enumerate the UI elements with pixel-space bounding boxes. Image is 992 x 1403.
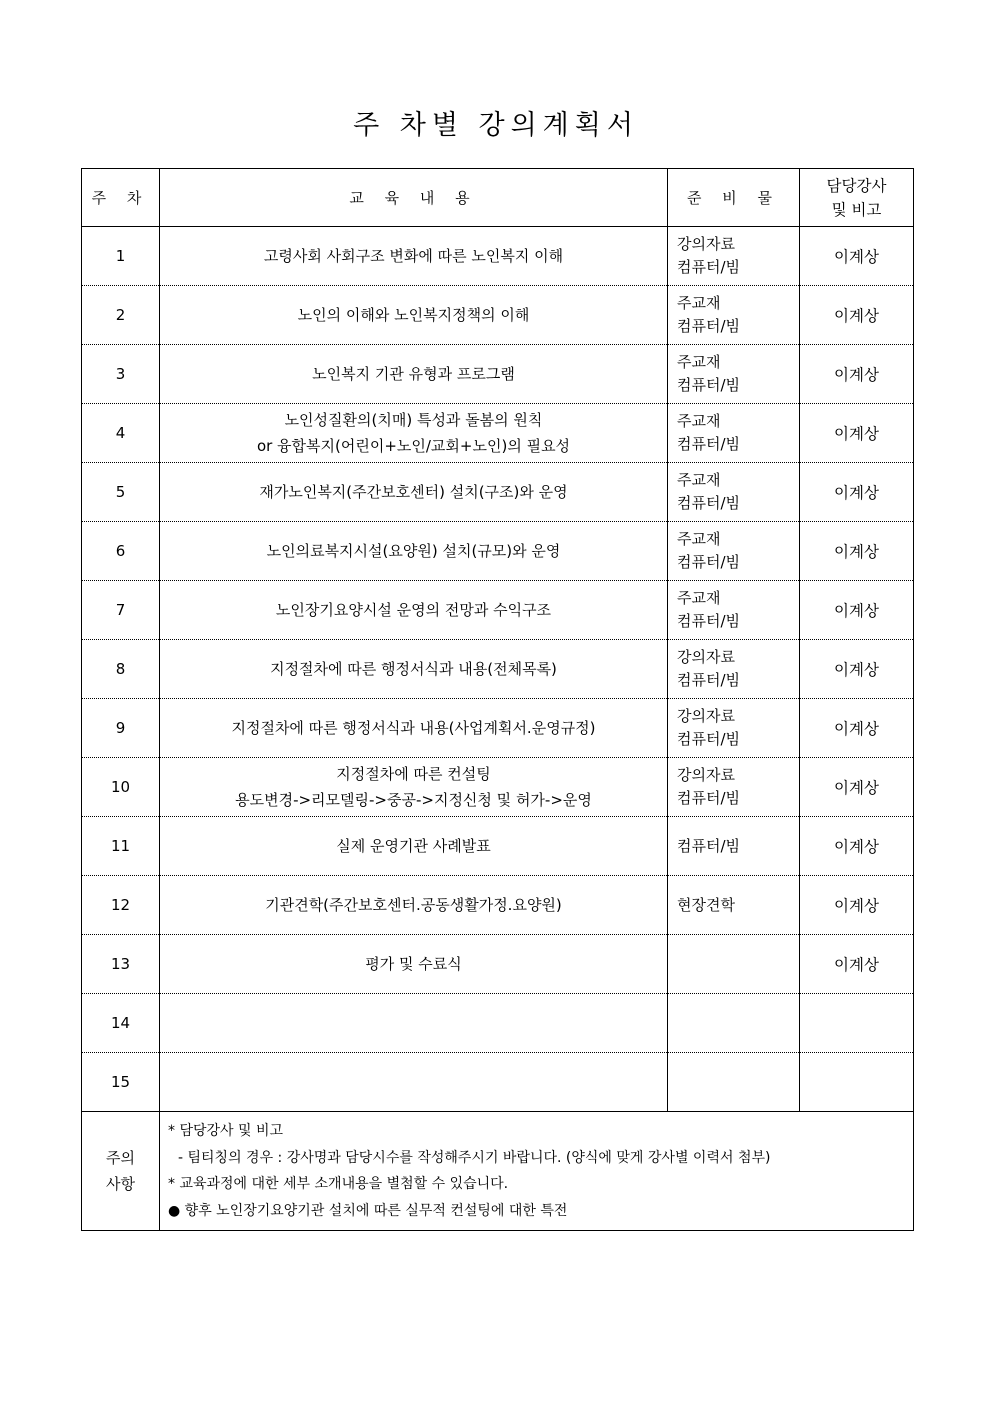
content-line: 고령사회 사회구조 변화에 따른 노인복지 이해 [263,247,564,265]
content-cell [160,345,668,404]
page-title: 주 차별 강의계획서 [353,110,639,141]
instructor-cell: 이계상 [800,640,914,699]
prep-cell [668,699,800,758]
instructor-cell: 이계상 [800,817,914,876]
prep-cell [668,994,800,1053]
content-line: 용도변경->리모델링->중공->지정신청 및 허가->운영 [235,791,592,809]
week-cell: 15 [82,1053,160,1112]
prep-cell [668,522,800,581]
header-content: 교 육 내 용 [160,169,668,227]
prep-line: 주교재 [677,530,721,548]
content-cell [160,640,668,699]
table-row [82,404,914,463]
content-cell [160,699,668,758]
header-prep: 준 비 물 [668,169,800,227]
instructor-cell: 이계상 [800,758,914,817]
content-line: 평가 및 수료식 [365,955,462,973]
prep-line: 강의자료 [677,766,735,784]
week-cell: 2 [82,286,160,345]
prep-cell [668,463,800,522]
content-cell [160,817,668,876]
content-cell [160,522,668,581]
prep-line: 컴퓨터/빔 [677,435,741,453]
prep-cell [668,404,800,463]
content-line: 재가노인복지(주간보호센터) 설치(구조)와 운영 [259,483,568,501]
table-row [82,699,914,758]
content-cell [160,876,668,935]
prep-cell [668,817,800,876]
prep-line: 컴퓨터/빔 [677,553,741,571]
note-line: * 담당강사 및 비고 [168,1123,284,1139]
prep-cell [668,758,800,817]
content-line: 지정절차에 따른 컨설팅 [336,765,491,783]
content-cell [160,994,668,1053]
notes-label [82,1112,160,1231]
table-row [82,463,914,522]
table-row [82,640,914,699]
prep-line: 현장견학 [677,895,735,914]
notes-label-line2: 사항 [106,1175,135,1193]
note-line: ● 향후 노인장기요양기관 설치에 따른 실무적 컨설팅에 대한 특전 [168,1202,568,1219]
instructor-cell [800,1053,914,1112]
content-cell [160,758,668,817]
content-cell [160,286,668,345]
note-line: - 팀티칭의 경우 : 강사명과 담당시수를 작성해주시기 바랍니다. (양식에 맞게 강사별 이력서 첨부) [178,1149,771,1166]
week-cell: 3 [82,345,160,404]
instructor-cell: 이계상 [800,699,914,758]
content-line: 실제 운영기관 사례발표 [336,837,491,855]
header-instructor-line2: 및 비고 [831,200,882,219]
week-cell: 5 [82,463,160,522]
content-cell [160,581,668,640]
table-row [82,227,914,286]
prep-cell [668,286,800,345]
instructor-cell: 이계상 [800,227,914,286]
content-cell [160,404,668,463]
note-line: * 교육과정에 대한 세부 소개내용을 별첨할 수 있습니다. [168,1176,509,1192]
prep-cell [668,935,800,994]
instructor-cell: 이계상 [800,463,914,522]
content-line: 지정절차에 따른 행정서식과 내용(사업계획서.운영규정) [231,719,596,737]
table-row [82,522,914,581]
header-instructor [800,169,914,227]
instructor-cell: 이계상 [800,345,914,404]
prep-line: 강의자료 [677,707,735,725]
prep-line: 컴퓨터/빔 [677,317,741,335]
content-cell [160,463,668,522]
prep-line: 주교재 [677,294,721,312]
content-line: 노인의료복지시설(요양원) 설치(규모)와 운영 [266,542,561,560]
prep-cell [668,227,800,286]
instructor-cell: 이계상 [800,522,914,581]
instructor-cell [800,994,914,1053]
prep-cell [668,345,800,404]
prep-line: 주교재 [677,471,721,489]
header-instructor-line1: 담당강사 [826,176,887,195]
week-cell: 13 [82,935,160,994]
instructor-cell: 이계상 [800,581,914,640]
table-row [82,876,914,935]
instructor-cell: 이계상 [800,876,914,935]
prep-line: 컴퓨터/빔 [677,671,741,689]
prep-line: 컴퓨터/빔 [677,836,741,855]
week-cell: 8 [82,640,160,699]
instructor-cell: 이계상 [800,286,914,345]
prep-line: 주교재 [677,353,721,371]
table-header-row [82,169,914,227]
week-cell: 11 [82,817,160,876]
prep-line: 주교재 [677,412,721,430]
content-cell [160,1053,668,1112]
week-cell: 4 [82,404,160,463]
prep-line: 강의자료 [677,648,735,666]
prep-line: 컴퓨터/빔 [677,730,741,748]
table-row [82,286,914,345]
content-line: 노인복지 기관 유형과 프로그램 [312,365,515,383]
table-row [82,994,914,1053]
prep-cell [668,581,800,640]
prep-line: 컴퓨터/빔 [677,612,741,630]
table-row [82,345,914,404]
content-line: 노인의 이해와 노인복지정책의 이해 [297,306,530,324]
week-cell: 10 [82,758,160,817]
table-row [82,758,914,817]
instructor-cell: 이계상 [800,404,914,463]
content-line: 기관견학(주간보호센터.공동생활가정.요양원) [265,896,562,914]
content-line: 노인장기요양시설 운영의 전망과 수익구조 [275,601,552,619]
content-cell [160,227,668,286]
table-row [82,1053,914,1112]
table-row [82,581,914,640]
prep-line: 컴퓨터/빔 [677,789,741,807]
prep-line: 컴퓨터/빔 [677,494,741,512]
content-line: 노인성질환의(치매) 특성과 돌봄의 원칙 [284,411,543,429]
prep-cell [668,640,800,699]
header-week: 주 차 [82,169,160,227]
lecture-plan-table [81,168,914,1231]
prep-line: 강의자료 [677,235,735,253]
notes-label-line1: 주의 [106,1149,135,1167]
notes-body [160,1112,914,1231]
prep-line: 주교재 [677,589,721,607]
prep-cell [668,876,800,935]
week-cell: 7 [82,581,160,640]
week-cell: 14 [82,994,160,1053]
table-row [82,817,914,876]
content-line: or 융합복지(어린이+노인/교회+노인)의 필요성 [256,437,571,455]
week-cell: 6 [82,522,160,581]
week-cell: 12 [82,876,160,935]
instructor-cell: 이계상 [800,935,914,994]
content-cell [160,935,668,994]
notes-row [82,1112,914,1231]
prep-cell [668,1053,800,1112]
table-row [82,935,914,994]
week-cell: 9 [82,699,160,758]
prep-line: 컴퓨터/빔 [677,258,741,276]
prep-line: 컴퓨터/빔 [677,376,741,394]
content-line: 지정절차에 따른 행정서식과 내용(전체목록) [270,660,557,678]
week-cell: 1 [82,227,160,286]
